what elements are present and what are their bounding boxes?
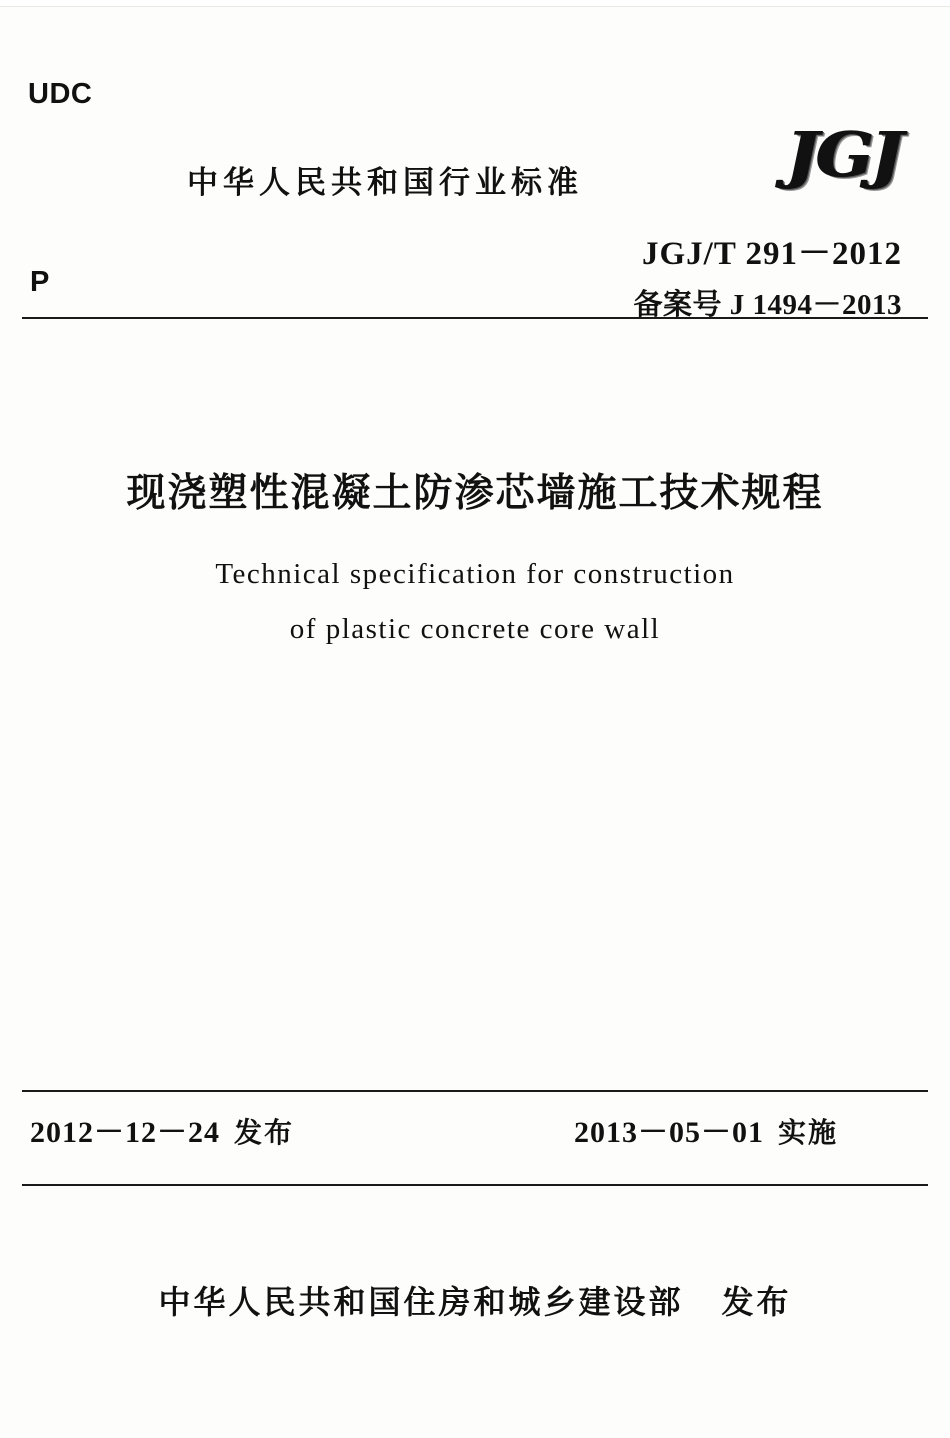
title-english-line2: of plastic concrete core wall <box>289 613 661 646</box>
publisher-verb: 发布 <box>721 1283 792 1321</box>
issue-date: 2012－12－24 <box>30 1116 220 1149</box>
udc-label: UDC <box>28 78 93 110</box>
classification-mark: P <box>30 266 50 298</box>
standard-code-block <box>633 227 902 323</box>
publisher-line <box>22 1277 928 1323</box>
publisher-name: 中华人民共和国住房和城乡建设部 <box>158 1283 684 1321</box>
divider-middle <box>22 1090 928 1092</box>
divider-top <box>22 317 928 319</box>
effective-date: 2013－05－01 <box>574 1116 764 1149</box>
record-number: 备案号 J 1494－2013 <box>633 289 902 321</box>
issue-verb: 发布 <box>234 1116 295 1149</box>
standard-code: JGJ/T 291－2012 <box>641 236 902 272</box>
standard-series-line: 中华人民共和国行业标准 <box>187 165 583 201</box>
cover-content <box>22 22 928 1414</box>
dates-row <box>22 1107 928 1157</box>
page-title: 现浇塑性混凝土防渗芯墙施工技术规程 <box>126 471 824 516</box>
issue-date-group <box>30 1107 294 1151</box>
title-english-line1: Technical specification for construction <box>215 558 735 590</box>
title-english <box>22 547 928 657</box>
effective-verb: 实施 <box>778 1116 839 1149</box>
divider-bottom <box>22 1184 928 1186</box>
effective-date-group <box>574 1107 838 1151</box>
page-top-edge <box>0 0 950 7</box>
jgj-logo: JGJ <box>785 118 900 191</box>
